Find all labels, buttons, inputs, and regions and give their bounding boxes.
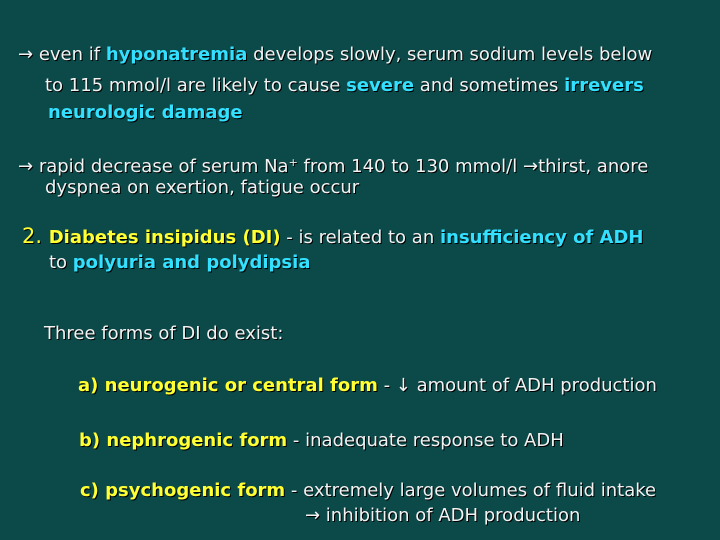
form-b xyxy=(79,430,564,452)
highlight-irreversible: irrevers xyxy=(564,75,644,96)
bullet1-line3 xyxy=(48,102,243,124)
highlight-insufficiency: insufficiency of ADH xyxy=(439,227,644,248)
form-a xyxy=(78,375,657,397)
text: develops slowly, serum sodium levels below xyxy=(247,44,653,65)
bullet2-line1 xyxy=(18,152,648,178)
form-c xyxy=(80,480,656,502)
highlight-severe: severe xyxy=(346,75,415,96)
text: even if xyxy=(33,44,106,65)
highlight-neurologic-damage: neurologic damage xyxy=(48,102,243,123)
text: - is related to an xyxy=(280,227,440,248)
section-number: 2. xyxy=(22,224,49,248)
highlight-polyuria: polyuria and polydipsia xyxy=(72,252,311,273)
highlight-hyponatremia: hyponatremia xyxy=(105,44,248,65)
form-c-line2: → inhibition of ADH production xyxy=(305,505,581,526)
text: to xyxy=(49,252,73,273)
text: from 140 to 130 mmol/l xyxy=(297,156,523,177)
section2-line1 xyxy=(22,225,643,249)
superscript-plus: + xyxy=(288,156,298,169)
form-b-text: - inadequate response to ADH xyxy=(287,430,564,451)
text: dyspnea on exertion, fatigue occur xyxy=(45,177,360,198)
form-a-label: a) neurogenic or central form xyxy=(78,375,378,396)
text: rapid decrease of serum Na xyxy=(33,156,289,177)
bullet1-line1 xyxy=(18,44,652,66)
text: and sometimes xyxy=(414,75,565,96)
form-a-text: - ↓ amount of ADH production xyxy=(377,375,657,396)
form-b-label: b) nephrogenic form xyxy=(79,430,288,451)
form-c-label: c) psychogenic form xyxy=(80,480,286,501)
form-c-text: - extremely large volumes of fluid intake xyxy=(285,480,657,501)
arrow-icon: → xyxy=(18,44,34,65)
bullet1-line2 xyxy=(45,75,644,97)
arrow-icon: → xyxy=(522,156,539,177)
text: to 115 mmol/l are likely to cause xyxy=(45,75,347,96)
text: thirst, anore xyxy=(538,156,649,177)
arrow-icon: → xyxy=(18,156,34,177)
forms-intro: Three forms of DI do exist: xyxy=(44,323,284,344)
section-title: Diabetes insipidus (DI) xyxy=(48,227,281,248)
section2-line2 xyxy=(49,252,310,274)
bullet2-line2 xyxy=(45,177,359,199)
